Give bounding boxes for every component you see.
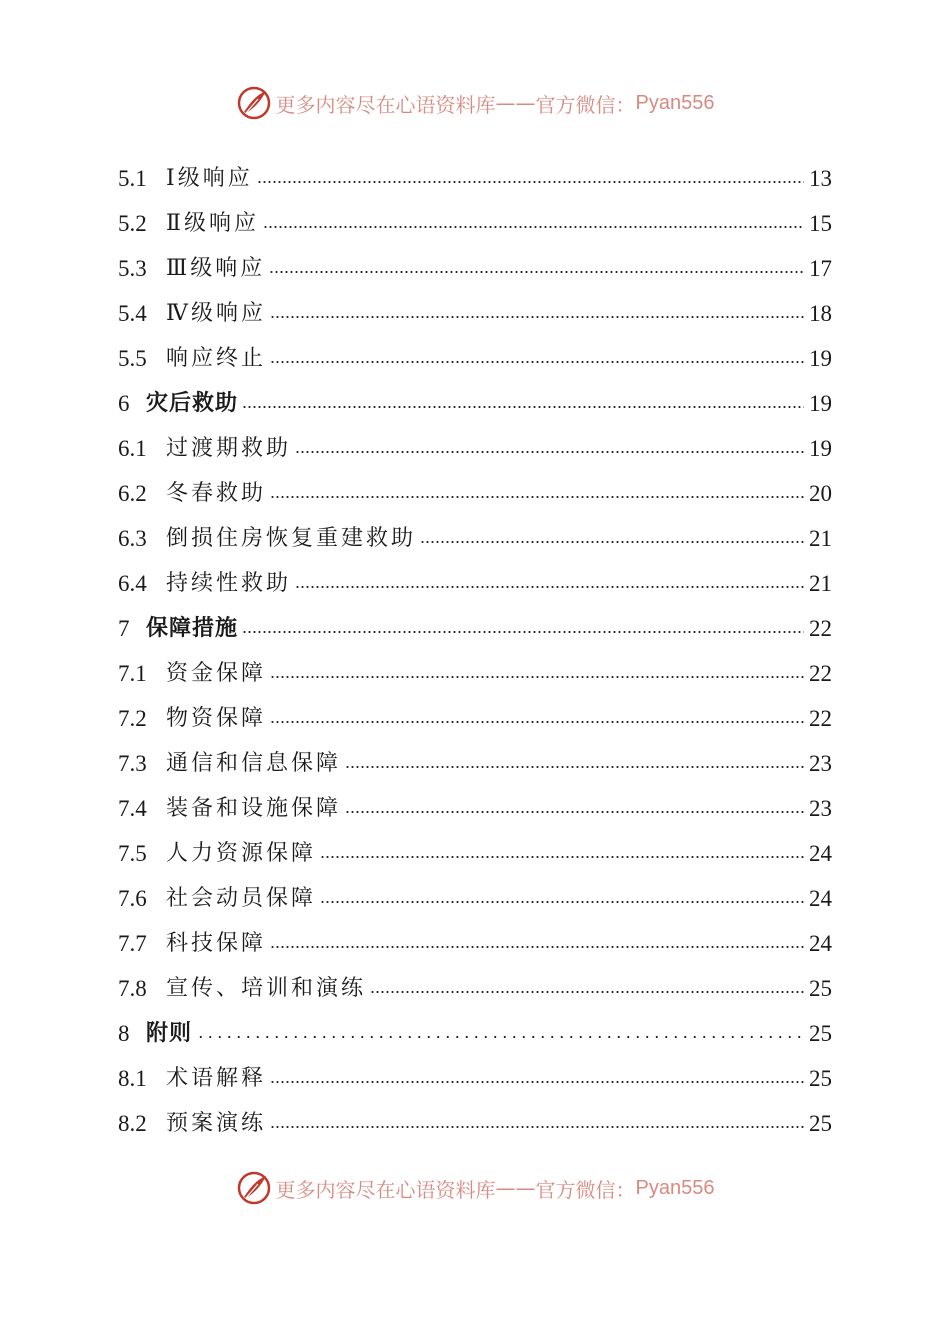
toc-entry-title: 灾后救助 xyxy=(146,390,239,416)
toc-entry[interactable] xyxy=(118,1101,832,1146)
toc-entry-number: 8.2 xyxy=(118,1111,147,1136)
toc-entry-number: 7.5 xyxy=(118,841,147,866)
toc-entry-title: 附则 xyxy=(146,1020,193,1046)
toc-entry[interactable] xyxy=(118,516,832,561)
toc-entry-title: Ⅲ级响应 xyxy=(166,255,266,281)
banner-wechat-label: 官方微信： xyxy=(535,92,636,117)
toc-entry-title: 通信和信息保障 xyxy=(166,750,342,776)
table-of-contents xyxy=(118,156,832,1146)
toc-entry[interactable] xyxy=(118,741,832,786)
toc-dot-leader xyxy=(270,361,804,363)
toc-dot-leader xyxy=(295,451,804,453)
toc-entry-title: 资金保障 xyxy=(166,660,267,686)
toc-entry-number: 6.1 xyxy=(118,436,147,461)
toc-entry-number: 7 xyxy=(118,616,130,641)
toc-entry-page: 25 xyxy=(809,1021,832,1046)
toc-entry[interactable] xyxy=(118,336,832,381)
toc-entry-page: 19 xyxy=(809,436,832,461)
toc-entry-page: 25 xyxy=(809,1066,832,1091)
toc-entry-page: 22 xyxy=(809,661,832,686)
toc-entry[interactable] xyxy=(118,1056,832,1101)
footer-banner xyxy=(0,1168,950,1208)
toc-entry-number: 7.8 xyxy=(118,976,147,1001)
toc-entry[interactable] xyxy=(118,156,832,201)
banner-handle: Pyan556 xyxy=(635,1176,715,1199)
feather-logo-icon xyxy=(236,1170,272,1206)
toc-entry-title: 响应终止 xyxy=(166,345,267,371)
toc-entry-number: 6.4 xyxy=(118,571,147,596)
toc-entry-page: 24 xyxy=(809,841,832,866)
toc-dot-leader xyxy=(370,991,804,993)
toc-entry-page: 22 xyxy=(809,706,832,731)
toc-entry-page: 21 xyxy=(809,571,832,596)
toc-entry-number: 5.4 xyxy=(118,301,147,326)
toc-entry-page: 17 xyxy=(809,256,832,281)
header-banner xyxy=(0,83,950,123)
toc-entry[interactable] xyxy=(118,786,832,831)
toc-dot-leader xyxy=(420,541,804,543)
toc-entry[interactable] xyxy=(118,381,832,426)
toc-entry-page: 24 xyxy=(809,931,832,956)
toc-entry-number: 6.2 xyxy=(118,481,147,506)
toc-entry-title: Ⅱ级响应 xyxy=(166,210,259,236)
toc-entry[interactable] xyxy=(118,201,832,246)
banner-text: 更多内容尽在心语资料库 xyxy=(275,92,496,117)
toc-dot-leader xyxy=(196,1036,804,1038)
toc-dot-leader xyxy=(270,676,804,678)
banner-separator: —— xyxy=(495,1176,536,1200)
toc-entry-page: 25 xyxy=(809,976,832,1001)
toc-entry-page: 20 xyxy=(809,481,832,506)
toc-dot-leader xyxy=(242,406,804,408)
toc-dot-leader xyxy=(345,766,804,768)
toc-entry-title: 宣传、培训和演练 xyxy=(166,975,367,1001)
toc-entry[interactable] xyxy=(118,246,832,291)
toc-entry-page: 25 xyxy=(809,1111,832,1136)
toc-entry[interactable] xyxy=(118,1011,832,1056)
toc-entry-title: 装备和设施保障 xyxy=(166,795,342,821)
toc-entry[interactable] xyxy=(118,831,832,876)
toc-entry[interactable] xyxy=(118,651,832,696)
toc-entry-page: 19 xyxy=(809,391,832,416)
banner-text: 更多内容尽在心语资料库 xyxy=(275,1177,496,1202)
toc-dot-leader xyxy=(270,1081,804,1083)
toc-entry-number: 7.6 xyxy=(118,886,147,911)
toc-entry[interactable] xyxy=(118,426,832,471)
toc-entry-number: 7.3 xyxy=(118,751,147,776)
toc-entry-title: 倒损住房恢复重建救助 xyxy=(166,525,417,551)
toc-entry-page: 23 xyxy=(809,751,832,776)
toc-entry-page: 23 xyxy=(809,796,832,821)
toc-entry-number: 8 xyxy=(118,1021,130,1046)
toc-entry-number: 5.5 xyxy=(118,346,147,371)
toc-entry[interactable] xyxy=(118,876,832,921)
toc-entry-page: 22 xyxy=(809,616,832,641)
toc-entry-number: 7.1 xyxy=(118,661,147,686)
toc-dot-leader xyxy=(270,946,804,948)
toc-entry-number: 6 xyxy=(118,391,130,416)
toc-entry-title: 物资保障 xyxy=(166,705,267,731)
toc-entry-page: 19 xyxy=(809,346,832,371)
toc-entry-number: 5.3 xyxy=(118,256,147,281)
toc-entry[interactable] xyxy=(118,696,832,741)
toc-entry-page: 18 xyxy=(809,301,832,326)
banner-handle: Pyan556 xyxy=(635,91,715,114)
toc-dot-leader xyxy=(320,901,804,903)
toc-entry-title: Ⅳ级响应 xyxy=(166,300,266,326)
toc-dot-leader xyxy=(269,271,804,273)
toc-entry-title: 持续性救助 xyxy=(166,570,292,596)
toc-entry[interactable] xyxy=(118,606,832,651)
banner-separator: —— xyxy=(495,91,536,115)
toc-entry-title: 冬春救助 xyxy=(166,480,267,506)
toc-dot-leader xyxy=(270,1126,804,1128)
banner-wechat-label: 官方微信： xyxy=(535,1177,636,1202)
toc-entry-title: 科技保障 xyxy=(166,930,267,956)
toc-entry-title: 保障措施 xyxy=(146,615,239,641)
toc-dot-leader xyxy=(345,811,804,813)
toc-entry-number: 5.1 xyxy=(118,166,147,191)
toc-entry[interactable] xyxy=(118,561,832,606)
toc-entry-number: 6.3 xyxy=(118,526,147,551)
toc-entry[interactable] xyxy=(118,921,832,966)
toc-entry-title: 预案演练 xyxy=(166,1110,267,1136)
toc-entry-number: 7.7 xyxy=(118,931,147,956)
feather-logo-icon xyxy=(236,85,272,121)
toc-dot-leader xyxy=(270,721,804,723)
toc-entry-title: 社会动员保障 xyxy=(166,885,317,911)
toc-entry[interactable] xyxy=(118,471,832,516)
toc-entry-page: 24 xyxy=(809,886,832,911)
toc-dot-leader xyxy=(320,856,804,858)
toc-entry-page: 21 xyxy=(809,526,832,551)
toc-entry[interactable] xyxy=(118,291,832,336)
toc-entry-number: 5.2 xyxy=(118,211,147,236)
toc-entry-page: 13 xyxy=(809,166,832,191)
toc-entry-title: 过渡期救助 xyxy=(166,435,292,461)
toc-dot-leader xyxy=(295,586,804,588)
toc-dot-leader xyxy=(270,496,804,498)
toc-dot-leader xyxy=(270,316,804,318)
toc-entry-title: 人力资源保障 xyxy=(166,840,317,866)
toc-dot-leader xyxy=(257,181,804,183)
toc-entry-number: 7.4 xyxy=(118,796,147,821)
toc-entry-title: Ⅰ级响应 xyxy=(166,165,253,191)
toc-entry-title: 术语解释 xyxy=(166,1065,267,1091)
toc-entry-page: 15 xyxy=(809,211,832,236)
toc-dot-leader xyxy=(263,226,804,228)
toc-entry-number: 7.2 xyxy=(118,706,147,731)
toc-entry-number: 8.1 xyxy=(118,1066,147,1091)
toc-entry[interactable] xyxy=(118,966,832,1011)
toc-dot-leader xyxy=(242,631,804,633)
